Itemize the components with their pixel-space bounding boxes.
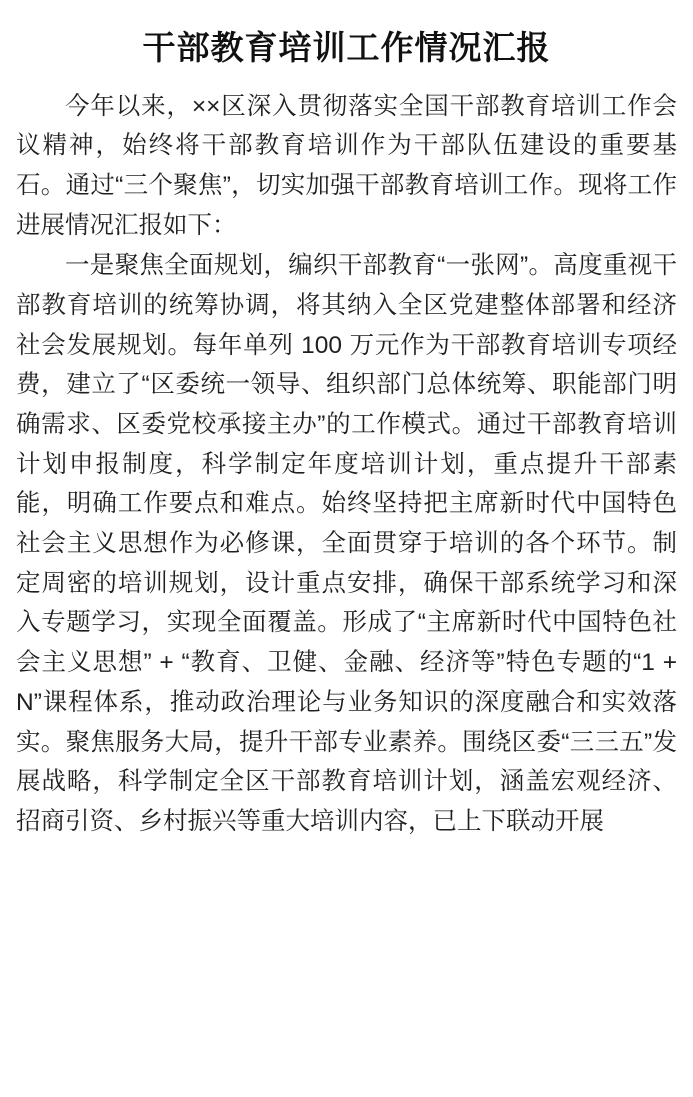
- document-body: [16, 87, 677, 842]
- paragraph-1: 今年以来，××区深入贯彻落实全国干部教育培训工作会议精神，始终将干部教育培训作为干部队伍建设的重要基石。通过“三个聚焦”，切实加强干部教育培训工作。现将工作进展情况汇报如下：: [16, 92, 677, 239]
- paragraph-2: 一是聚焦全面规划，编织干部教育“一张网”。高度重视干部教育培训的统筹协调，将其纳入全区党建整体部署和经济社会发展规划。每年单列 100 万元作为干部教育培训专项经费，建立了“区委统一领导、组织部门总体统筹、职能部门明确需求、区委党校承接主办”的工作模式。通过干部教育培训计划申报制度，科学制定年度培训计划，重点提升干部素能，明确工作要点和难点。始终坚持把主席新时代中国特色社会主义思想作为必修课，全面贯穿于培训的各个环节。制定周密的培训规划，设计重点安排，确保干部系统学习和深入专题学习，实现全面覆盖。形成了“主席新时代中国特色社会主义思想” + “教育、卫健、金融、经济等”特色专题的“1 + N”课程体系，推动政治理论与业务知识的深度融合和实效落实。聚焦服务大局，提升干部专业素养。围绕区委“三三五”发展战略，科学制定全区干部教育培训计划，涵盖宏观经济、招商引资、乡村振兴等重大培训内容，已上下联动开展: [16, 252, 677, 835]
- page-title: 干部教育培训工作情况汇报: [142, 29, 551, 66]
